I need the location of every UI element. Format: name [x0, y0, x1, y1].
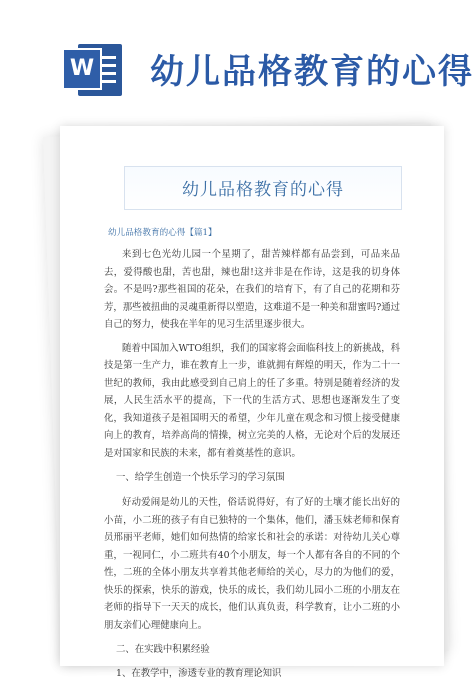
section-label: 幼儿品格教育的心得【篇1】	[108, 228, 217, 238]
document-page	[60, 126, 444, 679]
document-title-box	[124, 166, 402, 210]
banner	[0, 0, 474, 118]
paragraph-3: 好动爱闹是幼儿的天性，俗话说得好，有了好的土壤才能长出好的小苗，小二班的孩子有自已独特的一个集体，他们，潘玉妹老师和保育员邢丽平老师，她们如何热情的给家长和社会的承诺：对待幼儿关心尊重，一视同仁，小二班共有40个小朋友，每一个人都有各自的不同的个性，二班的全体小朋友共享着其他老师给的关心，尽力的为他们的爱，快乐的探索，快乐的游戏，快乐的成长，我们幼儿园小二班的小朋友在老师的指导下一天天的成长，他们认真负责，科学教育，让小二班的小朋友亲们心理健康向上。	[104, 497, 400, 631]
word-icon	[62, 38, 124, 100]
document-title: 幼儿品格教育的心得	[182, 180, 344, 200]
word-logo-letter: W	[62, 48, 102, 90]
banner-title: 幼儿品格教育的心得	[150, 52, 474, 92]
heading-1: 一、给学生创造一个快乐学习的学习氛围	[116, 472, 285, 483]
heading-2: 二、在实践中积累经验	[116, 644, 210, 655]
heading-3: 1、在教学中，渗透专业的教育理论知识	[116, 668, 282, 679]
paragraph-1: 来到七色光幼儿园一个星期了，甜苦辣样都有品尝到，可品来品去，爱得酸也甜，苦也甜，辣也甜!这并非是在作诗，这是我的切身体会。不是吗?那些祖国的花朵，在我们的培育下，有了自己的花期和芬芳，那些被扭曲的灵魂重新得以塑造，这难道不是一种美和甜蜜吗?通过自己的努力，使我在半年的见习生活里逐步很大。	[104, 249, 400, 330]
paragraph-2: 随着中国加入WTO组织，我们的国家将会面临科技上的新挑战，科技是第一生产力，谁在教育上一步，谁就拥有辉煌的明天，作为二十一世纪的教师，我由此感受到自己肩上的任了多重。特别是随着经济的发展，人民生活水平的提高，下一代的生活方式、思想也逐渐发生了变化，我知道孩子是祖国明天的希望，少年儿童在观念和习惯上接受健康向上的教育，培养高尚的情操，树立完美的人格，无论对个后的发展还是对国家和民族的未来，都有着奠基性的意识。	[104, 342, 400, 459]
document-body	[104, 226, 400, 690]
